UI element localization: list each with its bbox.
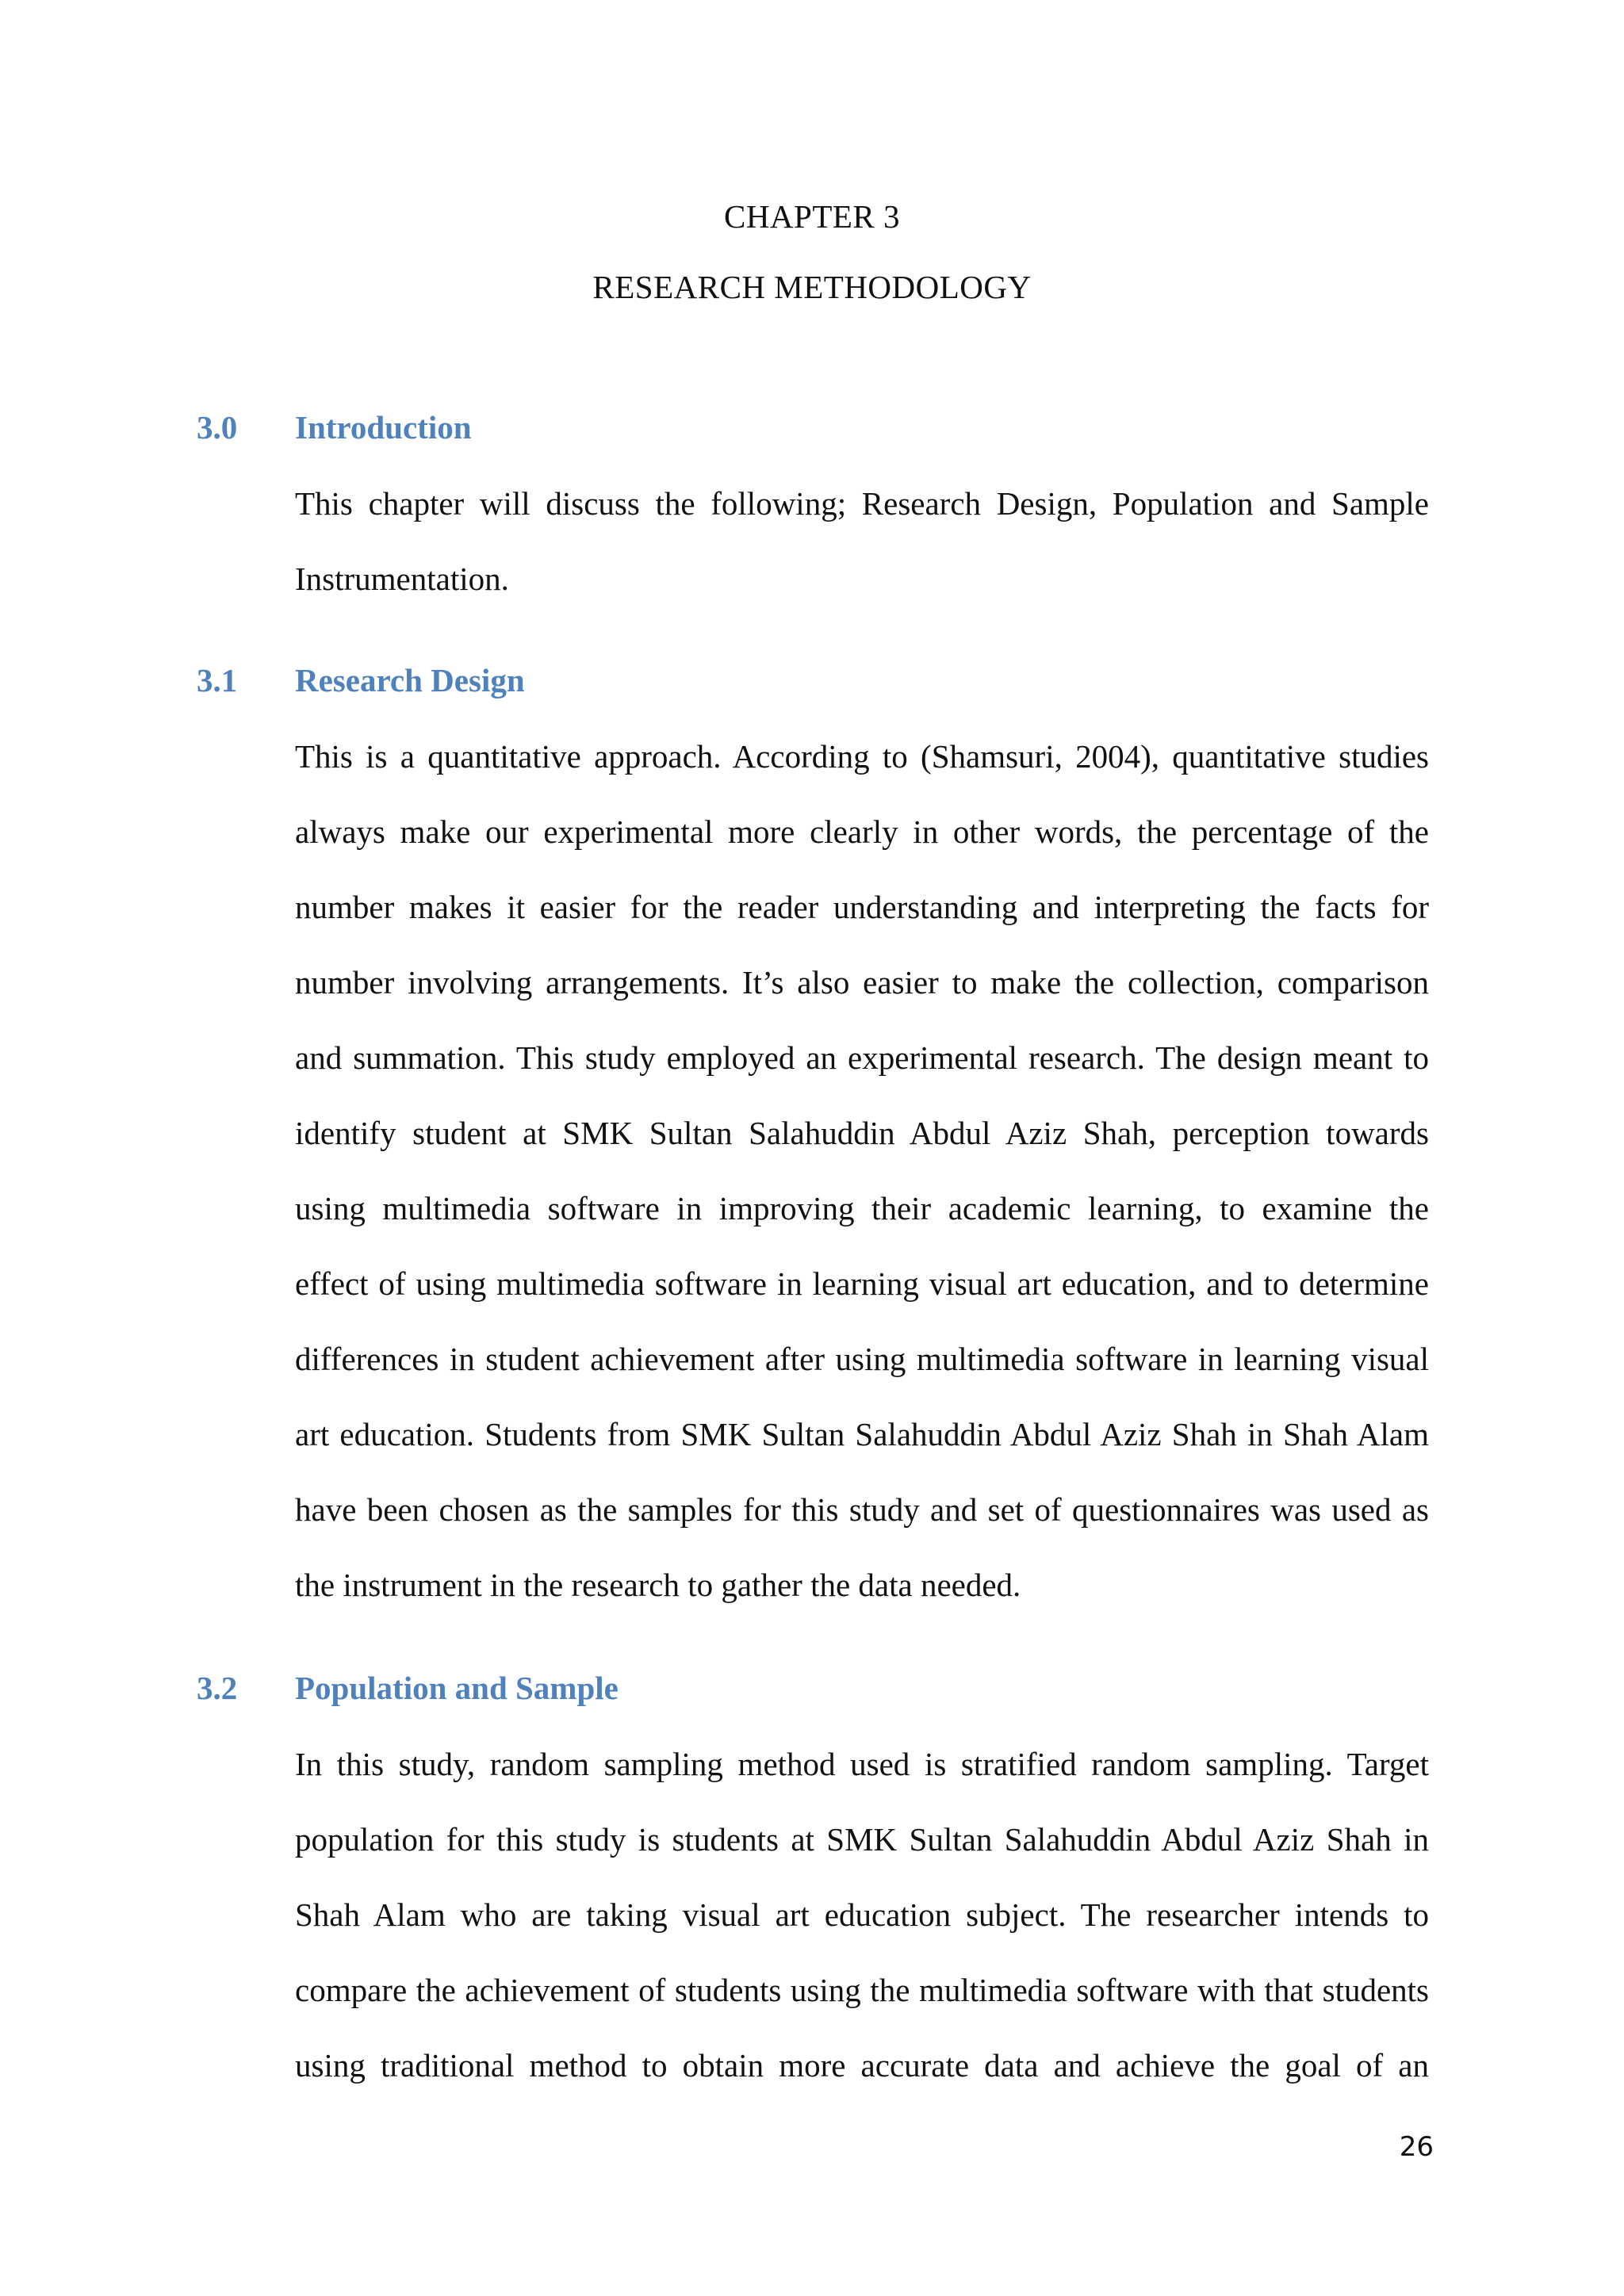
section-heading-introduction xyxy=(0,407,1624,448)
paragraph-research-design xyxy=(295,719,1429,1623)
chapter-label: CHAPTER 3 xyxy=(723,198,901,235)
section-number: 3.2 xyxy=(197,1670,238,1706)
paragraph-line: In this study, random sampling method used is stratified random sampling. Target xyxy=(295,1746,1429,1782)
paragraph-introduction xyxy=(295,466,1429,617)
paragraph-line: This chapter will discuss the following; Research Design, Population and Sample xyxy=(295,485,1429,522)
paragraph-line: compare the achievement of students using the multimedia software with that students xyxy=(295,1972,1429,2008)
paragraph-line: Shah Alam who are taking visual art education subject. The researcher intends to xyxy=(295,1896,1429,1933)
paragraph-line: the instrument in the research to gather the data needed. xyxy=(295,1567,1021,1603)
section-number: 3.0 xyxy=(197,409,238,446)
paragraph-line: always make our experimental more clearly in other words, the percentage of the xyxy=(295,813,1429,850)
paragraph-line: Instrumentation. xyxy=(295,561,509,597)
section-title: Research Design xyxy=(295,662,525,698)
paragraph-population-and-sample xyxy=(295,1727,1429,2103)
paragraph-line: using traditional method to obtain more accurate data and achieve the goal of an xyxy=(295,2047,1429,2084)
chapter-title: RESEARCH METHODOLOGY xyxy=(592,269,1032,305)
page-number: 26 xyxy=(1399,2131,1434,2163)
paragraph-line: and summation. This study employed an experimental research. The design meant to xyxy=(295,1039,1429,1076)
paragraph-line: This is a quantitative approach. According to (Shamsuri, 2004), quantitative studies xyxy=(295,738,1429,775)
section-title: Introduction xyxy=(295,409,472,446)
paragraph-line: differences in student achievement after using multimedia software in learning visual xyxy=(295,1341,1429,1377)
section-title: Population and Sample xyxy=(295,1670,619,1706)
paragraph-line: have been chosen as the samples for this study and set of questionnaires was used as xyxy=(295,1491,1429,1528)
paragraph-line: population for this study is students at SMK Sultan Salahuddin Abdul Aziz Shah in xyxy=(295,1821,1429,1858)
paragraph-line: number involving arrangements. It’s also easier to make the collection, comparison xyxy=(295,964,1429,1001)
section-heading-population-and-sample xyxy=(0,1667,1624,1709)
paragraph-line: art education. Students from SMK Sultan Salahuddin Abdul Aziz Shah in Shah Alam xyxy=(295,1416,1429,1452)
paragraph-line: effect of using multimedia software in learning visual art education, and to determine xyxy=(295,1265,1429,1302)
paragraph-line: using multimedia software in improving their academic learning, to examine the xyxy=(295,1190,1429,1226)
section-number: 3.1 xyxy=(197,662,238,698)
paragraph-line: number makes it easier for the reader understanding and interpreting the facts for xyxy=(295,889,1429,925)
paragraph-line: identify student at SMK Sultan Salahuddin Abdul Aziz Shah, perception towards xyxy=(295,1115,1429,1151)
section-heading-research-design xyxy=(0,660,1624,701)
